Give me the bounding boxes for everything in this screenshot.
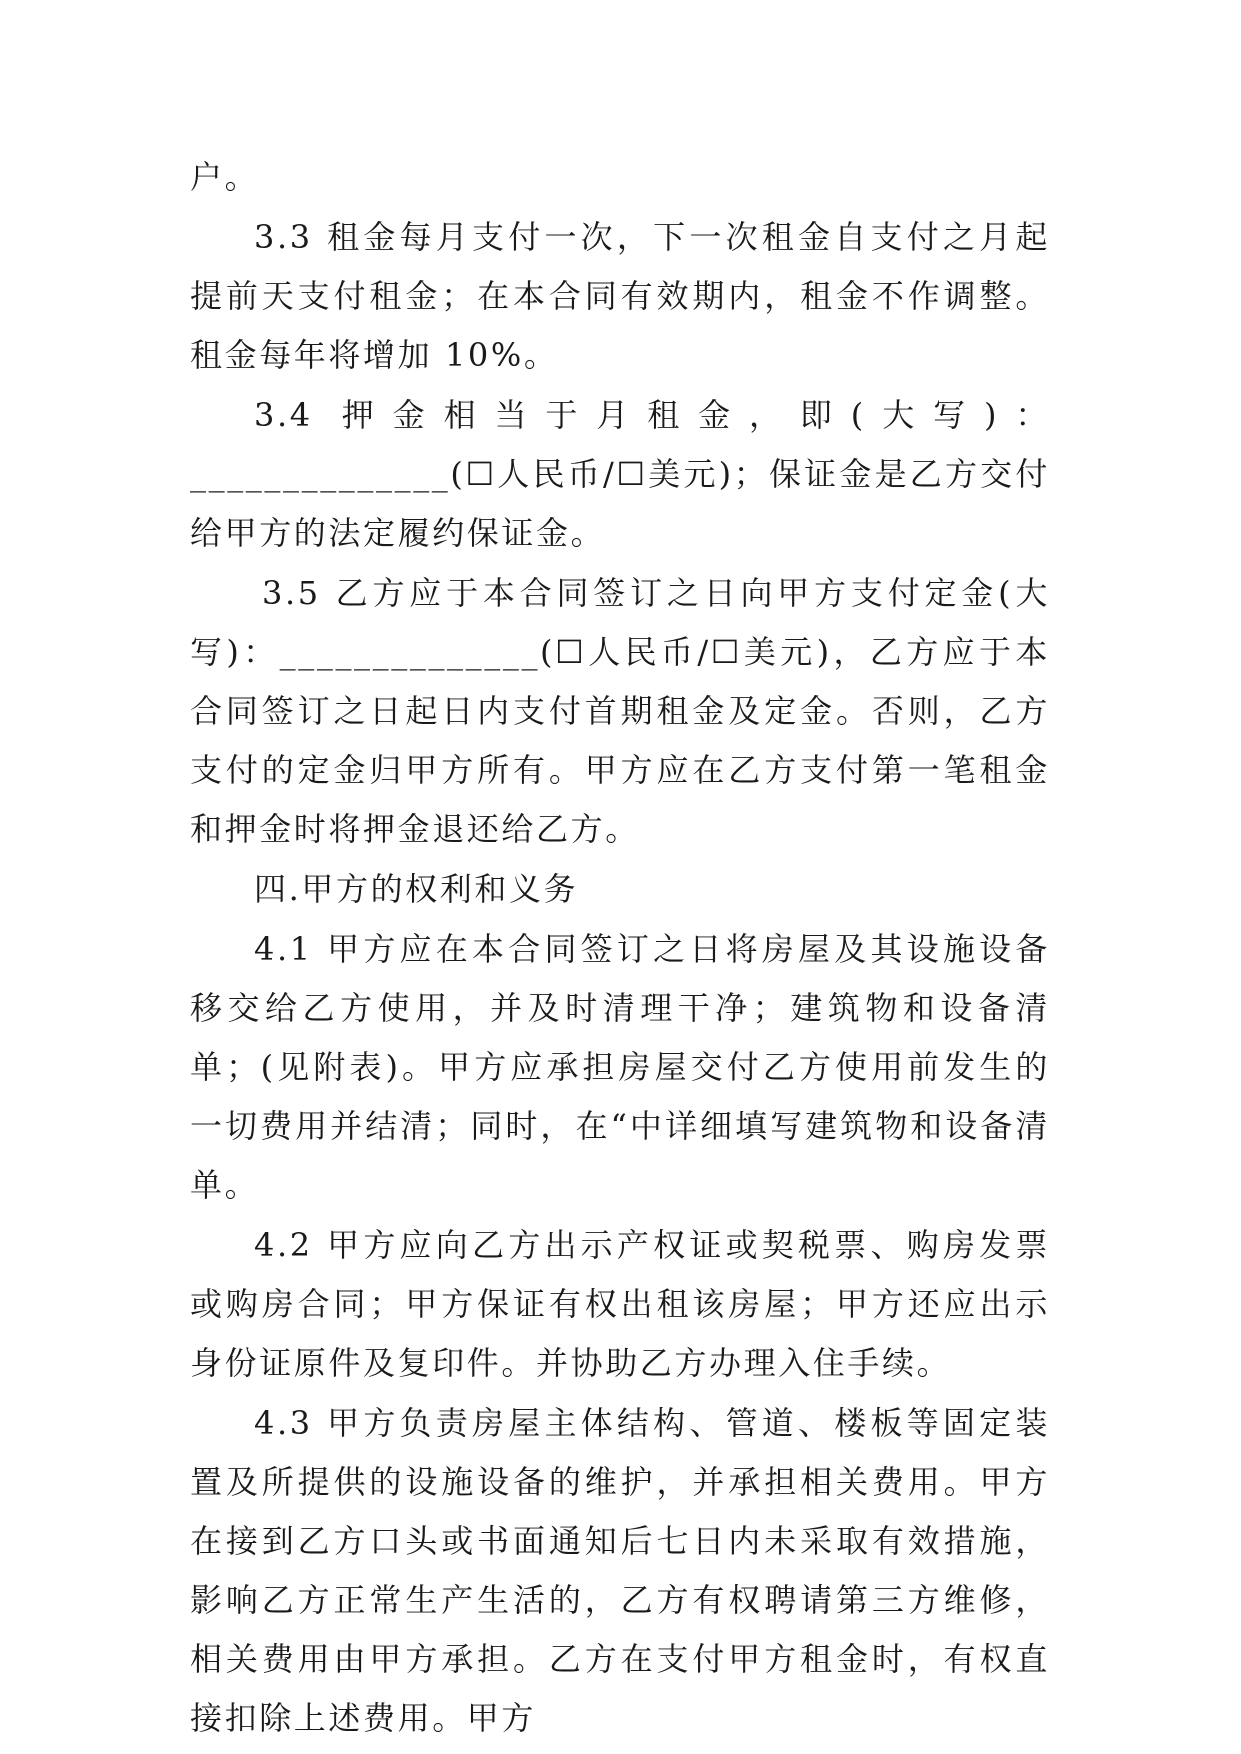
paragraph-clause-3-5: 3.5 乙方应于本合同签订之日向甲方支付定金(大写)：______________(☐人民币/☐美元)，乙方应于本合同签订之日起日内支付首期租金及定金。否则，乙方支付的定金归甲方所有。甲方应在乙方支付第一笔租金和押金时将押金退还给乙方。 xyxy=(190,574,1050,848)
document-body xyxy=(190,148,1050,1749)
paragraph-clause-4-1: 4.1 甲方应在本合同签订之日将房屋及其设施设备移交给乙方使用，并及时清理干净；建筑物和设备清单；(见附表)。甲方应承担房屋交付乙方使用前发生的一切费用并结清；同时，在“中详细填写建筑物和设备清单。 xyxy=(190,930,1050,1204)
paragraph-clause-3-3: 3.3 租金每月支付一次，下一次租金自支付之月起提前天支付租金；在本合同有效期内，租金不作调整。租金每年将增加 10%。 xyxy=(190,218,1050,374)
section-heading-4: 四.甲方的权利和义务 xyxy=(254,870,579,908)
paragraph-clause-4-3: 4.3 甲方负责房屋主体结构、管道、楼板等固定装置及所提供的设施设备的维护，并承担相关费用。甲方在接到乙方口头或书面通知后七日内未采取有效措施，影响乙方正常生产生活的，乙方有权聘请第三方维修，相关费用由甲方承担。乙方在支付甲方租金时，有权直接扣除上述费用。甲方 xyxy=(190,1404,1050,1737)
paragraph-clause-4-2: 4.2 甲方应向乙方出示产权证或契税票、购房发票或购房合同；甲方保证有权出租该房屋；甲方还应出示身份证原件及复印件。并协助乙方办理入住手续。 xyxy=(190,1226,1050,1382)
paragraph-continuation: 户。 xyxy=(190,158,260,196)
paragraph-clause-3-4: 3.4 押金相当于月租金，即(大写)：______________(☐人民币/☐美元)；保证金是乙方交付给甲方的法定履约保证金。 xyxy=(190,396,1050,552)
